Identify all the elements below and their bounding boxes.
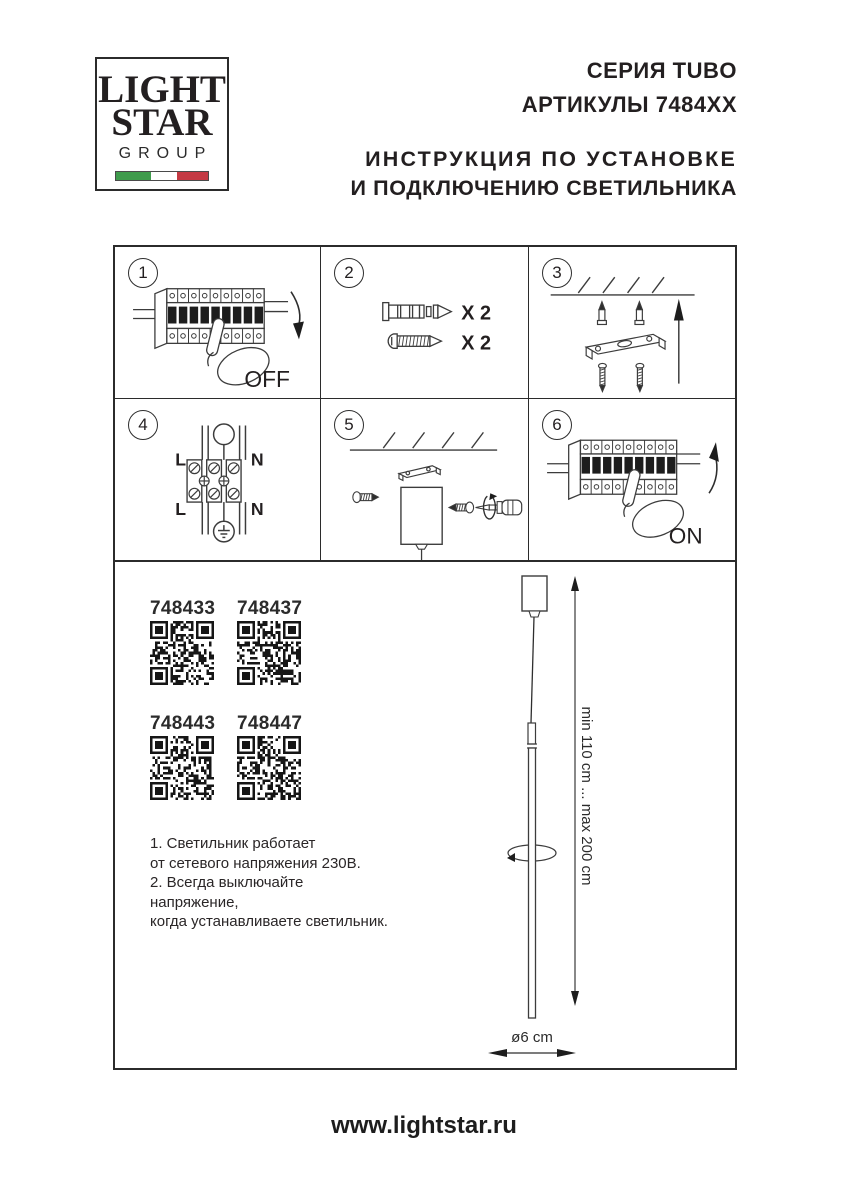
flag-green-segment	[116, 172, 151, 180]
bracket-screws	[598, 363, 643, 391]
step-1-number: 1	[128, 258, 158, 288]
article-number: 748437	[237, 598, 303, 619]
logo-word-star: STAR	[111, 101, 213, 144]
screw-qty-label: X 2	[461, 332, 492, 355]
instruction-title	[351, 145, 737, 203]
anchors	[598, 302, 644, 325]
screw-drawing	[388, 334, 441, 348]
ground-symbol	[214, 521, 235, 542]
product-info-box	[113, 562, 737, 1070]
suspension-cable	[531, 617, 534, 723]
qr-code-2	[237, 621, 301, 685]
header-titles	[351, 58, 737, 203]
flag-white-segment	[151, 172, 177, 180]
step-2-number: 2	[334, 258, 364, 288]
canopy	[522, 576, 547, 611]
label-l-top: L	[175, 449, 187, 470]
on-label: ON	[668, 523, 703, 549]
screwdriver	[476, 493, 522, 519]
installation-steps-grid	[113, 245, 737, 562]
qr-item-748443	[150, 713, 214, 800]
step-1-power-off	[115, 247, 321, 399]
junction-symbol	[214, 424, 235, 445]
safety-notes	[150, 834, 390, 932]
label-n-bottom: N	[250, 498, 264, 519]
flag-red-segment	[177, 172, 208, 180]
instruction-title-line1: ИНСТРУКЦИЯ ПО УСТАНОВКЕ	[365, 147, 737, 171]
label-l-bottom: L	[175, 498, 187, 519]
step-3-bracket-mounting	[529, 247, 735, 399]
step-6-power-on	[529, 399, 735, 560]
mounting-bracket	[586, 334, 665, 359]
step-4-number: 4	[128, 410, 158, 440]
off-label: OFF	[244, 366, 290, 393]
diameter-dimension	[488, 1029, 576, 1057]
articles-title: АРТИКУЛЫ 7484XX	[521, 92, 737, 117]
article-number: 748447	[237, 713, 303, 734]
wall-plug-drawing	[383, 303, 452, 321]
down-arrow	[291, 292, 304, 340]
label-n-top: N	[250, 449, 264, 470]
left-screw	[353, 492, 379, 503]
bracket-small	[399, 466, 440, 481]
note-line: от сетевого напряжения 230В.	[150, 854, 361, 872]
website-url: www.lightstar.ru	[331, 1112, 517, 1139]
canopy-box	[401, 487, 442, 560]
up-arrow	[674, 299, 684, 384]
ceiling-line	[350, 432, 497, 450]
step-4-wiring	[115, 399, 321, 560]
qr-item-748447	[237, 713, 301, 800]
qr-item-748433	[150, 598, 214, 685]
terminal-strips	[187, 460, 241, 502]
diameter-label: ø6 cm	[511, 1029, 553, 1046]
italian-flag-stripe	[115, 171, 209, 181]
step-5-number: 5	[334, 410, 364, 440]
lamp-body	[522, 576, 547, 1018]
logo-word-light: LIGHT	[98, 68, 226, 111]
step-3-number: 3	[542, 258, 572, 288]
note-line: 2. Всегда выключайте напряжение,	[150, 874, 304, 911]
article-number: 748433	[150, 598, 216, 619]
logo-word-group: GROUP	[118, 145, 213, 162]
up-arrow	[709, 442, 719, 493]
qr-code-3	[150, 736, 214, 800]
right-screw	[449, 502, 474, 513]
pendant-lamp-drawing	[455, 570, 735, 1064]
instruction-title-line2: И ПОДКЛЮЧЕНИЮ СВЕТИЛЬНИКА	[350, 176, 737, 200]
height-dimension	[571, 576, 595, 1006]
step-2-fasteners	[321, 247, 529, 399]
step-5-canopy-fixing	[321, 399, 529, 560]
step-6-number: 6	[542, 410, 572, 440]
dowel-qty-label: X 2	[461, 302, 492, 325]
qr-code-1	[150, 621, 214, 685]
article-number: 748443	[150, 713, 216, 734]
height-range-label: min 110 cm ... max 200 cm	[578, 706, 595, 886]
lamp-tube	[529, 748, 536, 1018]
qr-item-748437	[237, 598, 301, 685]
qr-code-4	[237, 736, 301, 800]
note-line: когда устанавливаете светильник.	[150, 913, 388, 930]
series-title: СЕРИЯ TUBO	[586, 58, 737, 83]
ceiling-line	[551, 277, 695, 295]
note-line: 1. Светильник работает	[150, 835, 316, 852]
lightstar-logo	[95, 57, 229, 191]
